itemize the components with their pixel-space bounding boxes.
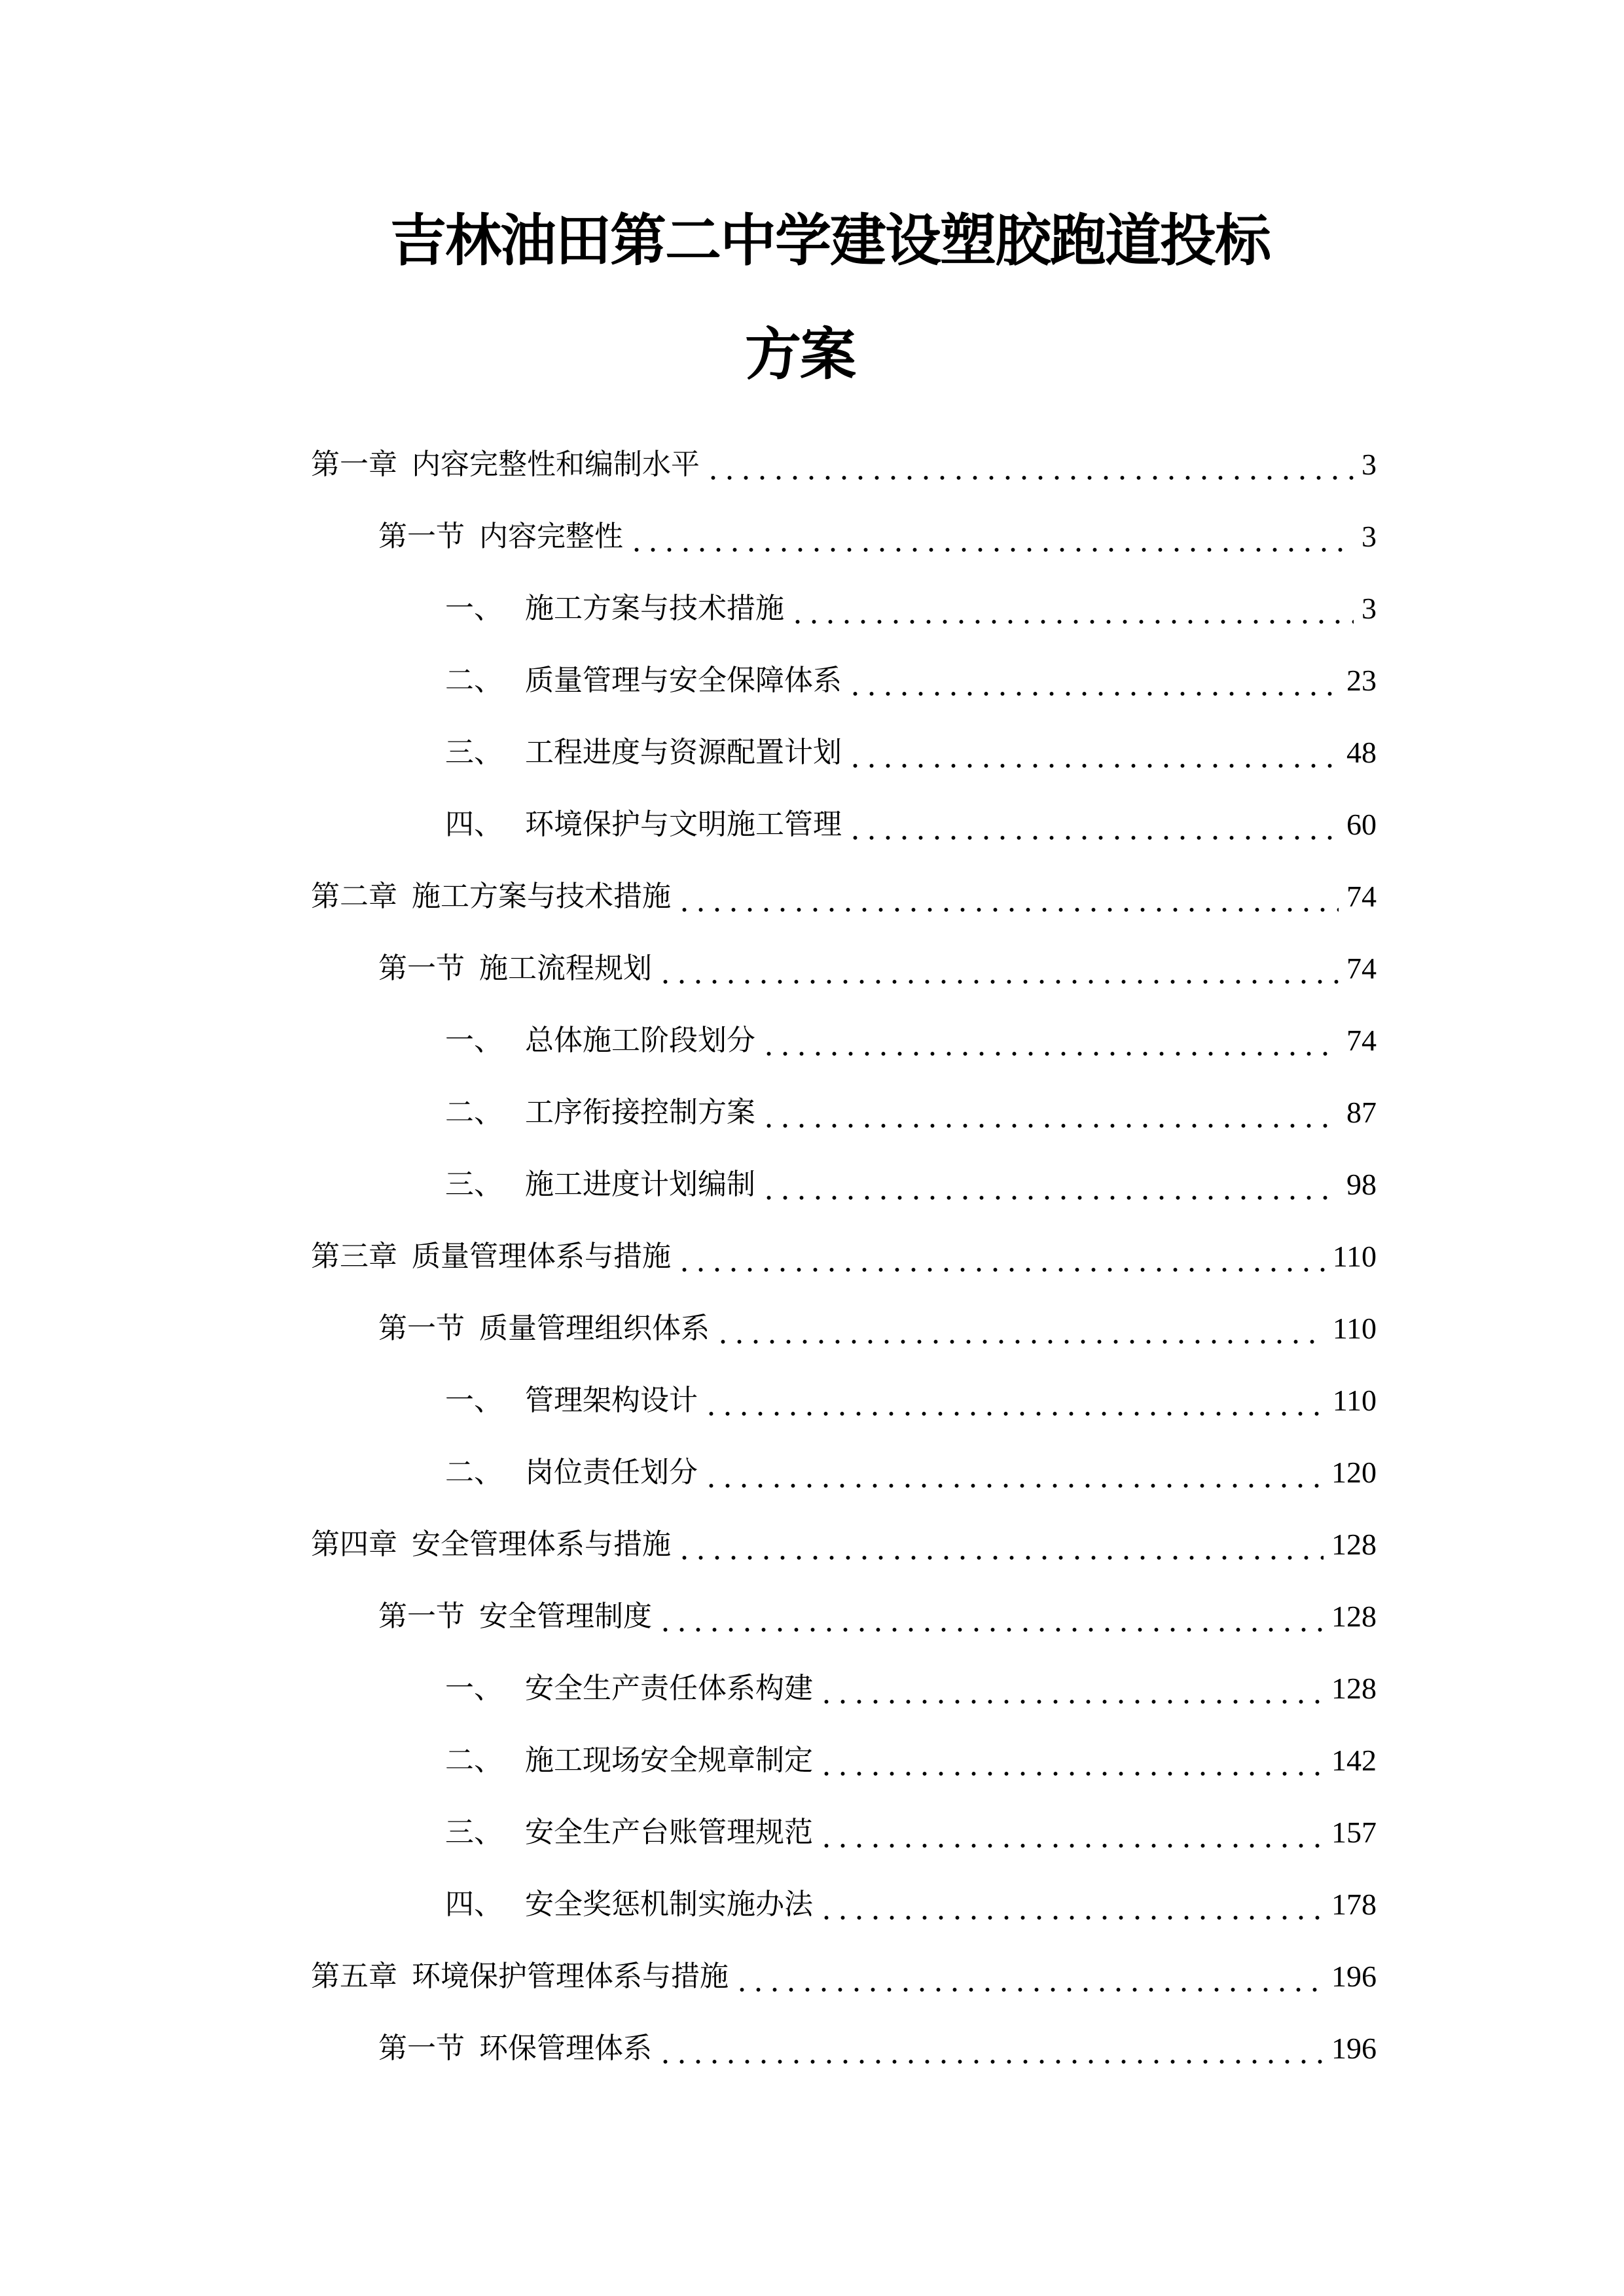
toc-page-number: 98 xyxy=(1346,1168,1377,1201)
toc-entry-item[interactable] xyxy=(445,805,1377,844)
toc-entry-title: 施工现场安全规章制定 xyxy=(525,1744,813,1777)
dot-leader xyxy=(676,1525,1324,1564)
toc-entry-title: 质量管理与安全保障体系 xyxy=(525,664,842,697)
toc-page-number: 110 xyxy=(1332,1384,1377,1417)
toc-page-number: 74 xyxy=(1346,952,1377,985)
dot-leader xyxy=(676,877,1339,916)
toc-entry-number: 三、 xyxy=(445,736,503,769)
toc-page-number: 74 xyxy=(1346,880,1377,913)
toc-page-number: 110 xyxy=(1332,1240,1377,1273)
toc-page-number: 128 xyxy=(1331,1600,1377,1633)
toc-entry-chapter[interactable] xyxy=(311,1957,1377,1996)
toc-page-number: 157 xyxy=(1331,1816,1377,1849)
dot-leader xyxy=(761,1021,1339,1060)
toc-entry-title: 安全奖惩机制实施办法 xyxy=(525,1888,813,1921)
toc-entry-item[interactable] xyxy=(445,733,1377,772)
toc-entry-number: 第一节 xyxy=(378,520,465,553)
toc-entry-item[interactable] xyxy=(445,1381,1377,1420)
toc-page-number: 3 xyxy=(1362,520,1377,553)
toc-entry-title: 安全生产责任体系构建 xyxy=(525,1672,813,1705)
toc-entry-title: 质量管理组织体系 xyxy=(479,1312,710,1345)
toc-entry-title: 质量管理体系与措施 xyxy=(412,1240,671,1273)
toc-entry-title: 安全生产台账管理规范 xyxy=(525,1816,813,1849)
document-title: 吉林油田第二中学建设塑胶跑道投标 xyxy=(390,208,1270,274)
toc-entry-number: 二、 xyxy=(445,1096,503,1129)
toc-page-number: 23 xyxy=(1346,664,1377,697)
toc-page-number: 142 xyxy=(1331,1744,1377,1777)
toc-entry-number: 第一节 xyxy=(378,1312,465,1345)
dot-leader xyxy=(818,1741,1324,1780)
toc-entry-title: 工序衔接控制方案 xyxy=(525,1096,755,1129)
toc-entry-item[interactable] xyxy=(445,1813,1377,1852)
toc-entry-chapter[interactable] xyxy=(311,877,1377,916)
toc-entry-item[interactable] xyxy=(445,1885,1377,1924)
toc-entry-number: 第五章 xyxy=(311,1960,397,1993)
toc-entry-chapter[interactable] xyxy=(311,445,1377,484)
toc-entry-number: 第一节 xyxy=(378,2032,465,2065)
toc-entry-item[interactable] xyxy=(445,589,1377,628)
toc-entry-number: 第三章 xyxy=(311,1240,397,1273)
dot-leader xyxy=(657,2029,1324,2068)
toc-entry-number: 一、 xyxy=(445,592,503,625)
toc-entry-title: 安全管理制度 xyxy=(479,1600,652,1633)
dot-leader xyxy=(657,949,1339,988)
toc-entry-number: 第四章 xyxy=(311,1528,397,1561)
dot-leader xyxy=(789,589,1354,628)
toc-entry-item[interactable] xyxy=(445,661,1377,700)
toc-entry-number: 第二章 xyxy=(311,880,397,913)
toc-entry-number: 四、 xyxy=(445,1888,503,1921)
toc-entry-title: 管理架构设计 xyxy=(525,1384,698,1417)
toc-page-number: 60 xyxy=(1346,808,1377,841)
toc-entry-title: 工程进度与资源配置计划 xyxy=(525,736,842,769)
toc-page-number: 196 xyxy=(1331,1960,1377,1993)
toc-entry-number: 第一节 xyxy=(378,1600,465,1633)
toc-entry-title: 总体施工阶段划分 xyxy=(525,1024,755,1057)
dot-leader xyxy=(676,1237,1325,1276)
toc-page-number: 3 xyxy=(1362,592,1377,625)
dot-leader xyxy=(818,1669,1324,1708)
toc-entry-number: 四、 xyxy=(445,808,503,841)
dot-leader xyxy=(761,1093,1339,1132)
toc-entry-title: 内容完整性 xyxy=(479,520,623,553)
toc-entry-item[interactable] xyxy=(445,1741,1377,1780)
toc-entry-number: 二、 xyxy=(445,664,503,697)
toc-page-number: 3 xyxy=(1362,448,1377,481)
toc-entry-section[interactable] xyxy=(378,517,1377,556)
toc-entry-number: 一、 xyxy=(445,1024,503,1057)
toc-entry-number: 三、 xyxy=(445,1816,503,1849)
dot-leader xyxy=(703,1381,1325,1420)
dot-leader xyxy=(847,805,1339,844)
dot-leader xyxy=(705,445,1354,484)
toc-entry-number: 二、 xyxy=(445,1456,503,1489)
toc-page-number: 110 xyxy=(1332,1312,1377,1345)
toc-entry-title: 施工方案与技术措施 xyxy=(412,880,671,913)
toc-entry-title: 环境保护与文明施工管理 xyxy=(525,808,842,841)
dot-leader xyxy=(657,1597,1324,1636)
dot-leader xyxy=(847,661,1339,700)
toc-entry-number: 一、 xyxy=(445,1672,503,1705)
dot-leader xyxy=(734,1957,1324,1996)
dot-leader xyxy=(761,1165,1339,1204)
dot-leader xyxy=(715,1309,1325,1348)
toc-entry-item[interactable] xyxy=(445,1453,1377,1492)
toc-page-number: 74 xyxy=(1346,1024,1377,1057)
toc-page-number: 120 xyxy=(1331,1456,1377,1489)
toc-entry-section[interactable] xyxy=(378,1597,1377,1636)
toc-entry-number: 第一章 xyxy=(311,448,397,481)
toc-entry-section[interactable] xyxy=(378,1309,1377,1348)
toc-entry-item[interactable] xyxy=(445,1669,1377,1708)
toc-entry-section[interactable] xyxy=(378,2029,1377,2068)
toc-page-number: 196 xyxy=(1331,2032,1377,2065)
dot-leader xyxy=(818,1813,1324,1852)
document-title-continued: 方案 xyxy=(745,322,855,387)
toc-entry-title: 环境保护管理体系与措施 xyxy=(412,1960,729,1993)
toc-entry-title: 安全管理体系与措施 xyxy=(412,1528,671,1561)
toc-page-number: 128 xyxy=(1331,1528,1377,1561)
toc-entry-section[interactable] xyxy=(378,949,1377,988)
toc-entry-title: 施工方案与技术措施 xyxy=(525,592,784,625)
toc-entry-title: 施工进度计划编制 xyxy=(525,1168,755,1201)
dot-leader xyxy=(818,1885,1324,1924)
toc-entry-title: 环保管理体系 xyxy=(479,2032,652,2065)
toc-page-number: 87 xyxy=(1346,1096,1377,1129)
toc-entry-number: 三、 xyxy=(445,1168,503,1201)
toc-entry-number: 第一节 xyxy=(378,952,465,985)
toc-entry-item[interactable] xyxy=(445,1165,1377,1204)
dot-leader xyxy=(703,1453,1324,1492)
toc-entry-title: 内容完整性和编制水平 xyxy=(412,448,700,481)
toc-entry-title: 施工流程规划 xyxy=(479,952,652,985)
toc-entry-number: 一、 xyxy=(445,1384,503,1417)
toc-entry-number: 二、 xyxy=(445,1744,503,1777)
toc-page-number: 178 xyxy=(1331,1888,1377,1921)
toc-page-number: 48 xyxy=(1346,736,1377,769)
toc-page-number: 128 xyxy=(1331,1672,1377,1705)
toc-entry-item[interactable] xyxy=(445,1021,1377,1060)
toc-entry-item[interactable] xyxy=(445,1093,1377,1132)
toc-entry-chapter[interactable] xyxy=(311,1237,1377,1276)
dot-leader xyxy=(628,517,1354,556)
toc-entry-title: 岗位责任划分 xyxy=(525,1456,698,1489)
toc-entry-chapter[interactable] xyxy=(311,1525,1377,1564)
dot-leader xyxy=(847,733,1339,772)
